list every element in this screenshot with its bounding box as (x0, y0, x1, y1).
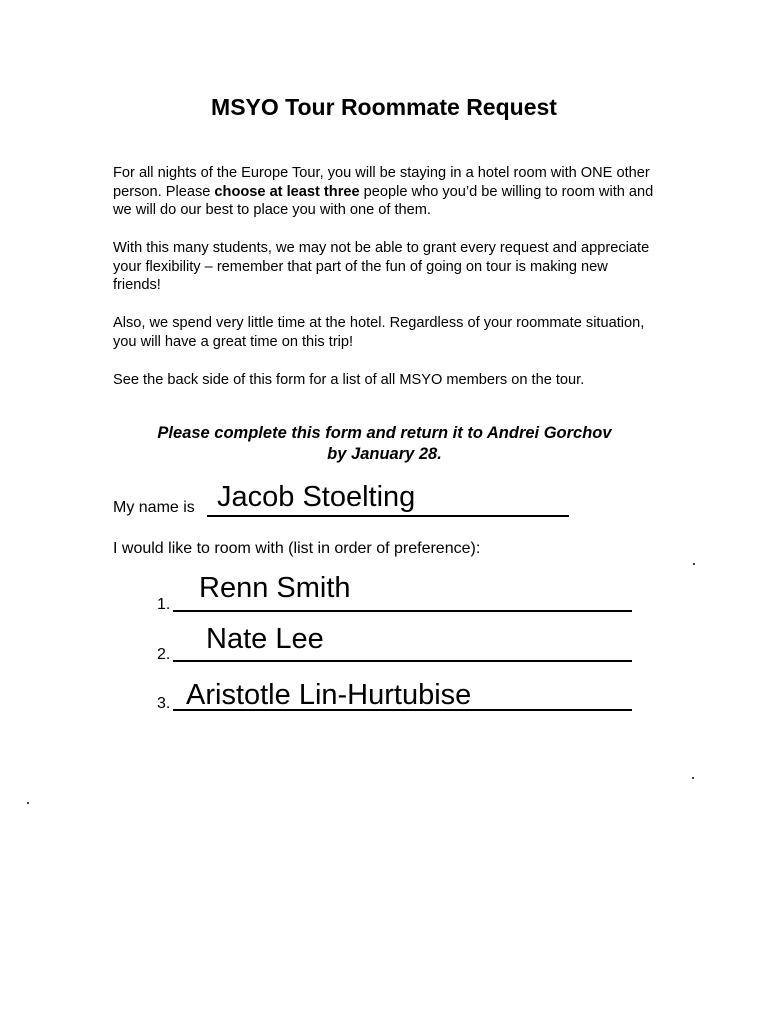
intro-text: For all nights of the Europe Tour, you will be staying in a hotel room with ONE other person. Please (113, 165, 650, 200)
name-underline (207, 515, 569, 517)
preference-underline (173, 610, 632, 612)
intro-paragraph-3: Also, we spend very little time at the hotel. Regardless of your roommate situation, you will have a great time on this trip! (113, 315, 645, 350)
intro-text: people who you’d be willing to room with and we will do our best to place you with one of them. (113, 183, 654, 218)
preference-row-2 (157, 618, 637, 664)
stray-mark (692, 777, 694, 779)
intro-paragraph-4: See the back side of this form for a list of all MSYO members on the tour. (113, 372, 585, 388)
stray-mark (27, 802, 29, 804)
preference-row-3 (157, 676, 637, 722)
stray-mark (693, 563, 695, 565)
preference-number: 1. (157, 596, 171, 613)
preference-field-1[interactable]: Renn Smith (199, 572, 351, 604)
name-label: My name is (113, 499, 195, 516)
preference-label: I would like to room with (list in order of preference): (113, 540, 481, 557)
intro-paragraph-1 (113, 164, 658, 220)
name-field[interactable]: Jacob Stoelting (217, 481, 416, 513)
preference-field-2[interactable]: Nate Lee (206, 623, 324, 655)
preference-row-1 (157, 568, 637, 614)
intro-paragraph-2: With this many students, we may not be able to grant every request and appreciate your flexibility – remember that part of the fun of going on tour is making new friends! (113, 240, 650, 293)
preference-underline (173, 660, 632, 662)
return-notice-line-1: Please complete this form and return it to Andrei Gorchov (157, 424, 612, 442)
page-title: MSYO Tour Roommate Request (211, 94, 557, 120)
return-notice-line-2: by January 28. (327, 445, 442, 463)
preference-number: 2. (157, 646, 171, 663)
name-field-row (113, 480, 573, 520)
intro-emphasis: choose at least three (214, 183, 360, 200)
preference-field-3[interactable]: Aristotle Lin-Hurtubise (186, 679, 472, 711)
return-notice (113, 423, 656, 465)
preference-number: 3. (157, 695, 171, 712)
